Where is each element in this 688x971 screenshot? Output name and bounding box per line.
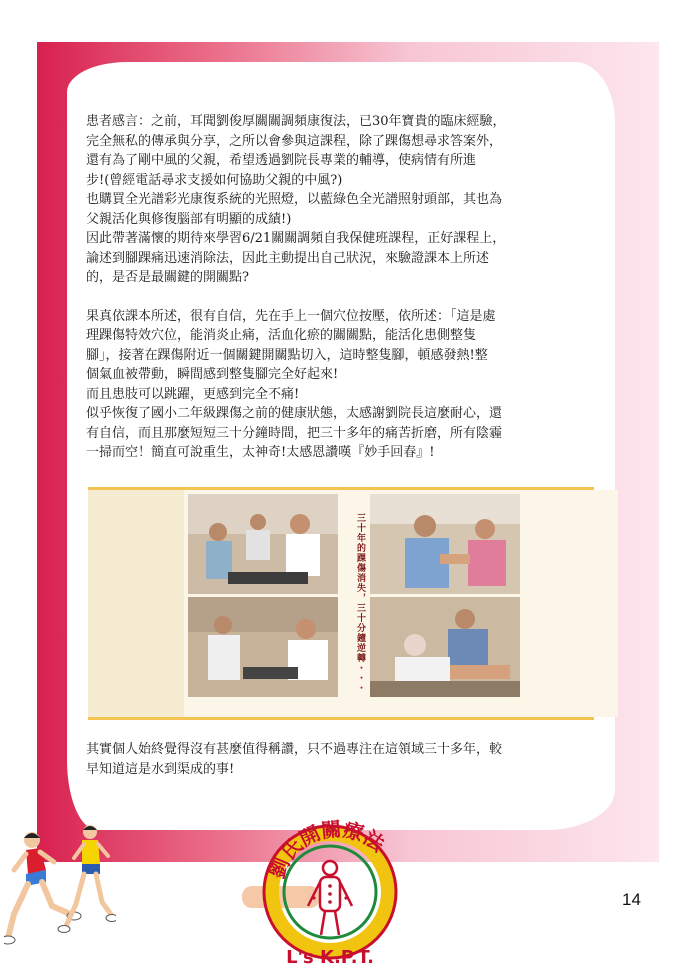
text-line: 似乎恢復了國小二年級踝傷之前的健康狀態，太感謝劉院長這麼耐心，還: [86, 406, 503, 421]
text-line: 論述到腳踝痛迅速消除法，因此主動提出自己狀況，來驗證課本上所述: [86, 250, 490, 266]
text-line: 理踝傷特效穴位，能消炎止痛，活血化瘀的關關點，能活化患側整隻: [86, 328, 477, 343]
logo-english-text: L's K.P.T.: [286, 947, 374, 966]
text-line: 步!(曾經電話尋求支援如何協助父親的中風?): [86, 172, 343, 188]
runners-illustration: [4, 822, 116, 952]
text-line: 腳」，接著在踝傷附近一個關鍵開關點切入，這時整隻腳，頓感發熱!整: [86, 347, 488, 363]
photo-treatment-group: [188, 494, 338, 594]
paragraph-gap: [86, 288, 606, 307]
testimonial-text: [86, 112, 606, 463]
closing-line: 其實個人始終覺得沒有甚麼值得稱讚，只不過專注在這領域三十多年，較: [86, 742, 503, 757]
text-line: 父親活化與修復腦部有明顯的成績!): [86, 211, 292, 227]
text-line: 因此帶著滿懷的期待來學習6/21關關調頻自我保健班課程，正好課程上，: [86, 231, 506, 246]
photo-caption: [349, 493, 367, 713]
logo-chinese-text: 劉氏開關療法: [264, 816, 390, 882]
text-line: 患者感言：之前，耳聞劉俊厚關關調頻康復法，已30年寶貴的臨床經驗，: [86, 114, 506, 129]
photo-hand-acupressure: [370, 494, 520, 594]
page-number: 14: [622, 890, 641, 909]
closing-text: [86, 740, 611, 779]
text-line: 完全無私的傳承與分享，之所以會參與這課程，除了踝傷想尋求答案外，: [86, 133, 503, 149]
text-line: 的，是否是最關鍵的開關點?: [86, 270, 249, 285]
text-line: 個氣血被帶動，瞬間感到整隻腳完全好起來!: [86, 367, 339, 382]
photo-caption-dots: ・・・: [355, 663, 365, 693]
text-line: 果真依課本所述，很有自信，先在手上一個穴位按壓，依所述：「這是處: [86, 308, 496, 324]
photo-leg-acupressure: [370, 597, 520, 697]
photo-caption-text: 三十年的踝傷消失，三十分鐘逆轉: [355, 513, 365, 663]
text-line: 而且患肢可以跳躍，更感到完全不痛!: [86, 386, 300, 402]
closing-line: 早知道這是水到渠成的事!: [86, 761, 235, 777]
photo-foot-treatment: [188, 597, 338, 697]
text-line: 還有為了剛中風的父親，希望透過劉院長專業的輔導，使病情有所進: [86, 153, 477, 168]
text-line: 也購買全光譜彩光康復系統的光照燈，以藍綠色全光譜照射頭部，其也為: [86, 192, 503, 207]
text-line: 一掃而空！簡直可說重生，太神奇!太感恩讚嘆『妙手回春』!: [86, 445, 435, 460]
text-line: 有自信，而且那麼短短三十分鐘時間，把三十多年的痛苦折磨，所有陰霾: [86, 425, 503, 441]
clinic-logo: [230, 806, 430, 966]
